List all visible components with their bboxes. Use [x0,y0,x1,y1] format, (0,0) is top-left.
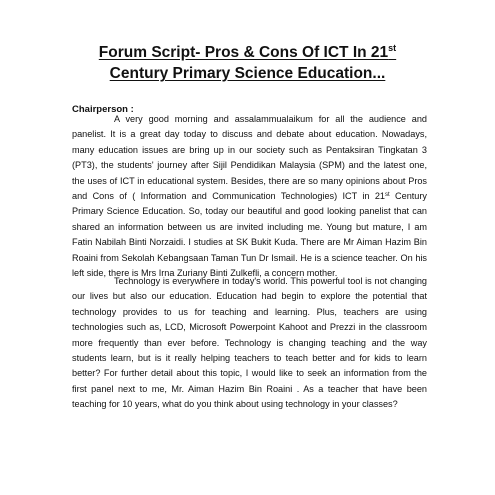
title-line2-text: Century Primary Science Education... [109,65,386,82]
speaker-label: Chairperson : [72,104,134,115]
document-title [30,42,465,84]
paragraph-intro [72,112,427,281]
title-line1-text: Forum Script- Pros & Cons Of ICT In 21 [98,44,389,61]
paragraph-intro-superscript: st [385,192,390,199]
paragraph-technology: Technology is everywhere in today's world. This powerful tool is not changing our lives but also our education. Education had begin to explore the potential that technology provides to us for teaching and learning. Plus, teachers are using technologies such as, LCD, Microsoft Powerpoint Kahoot and Prezzi in the classroom more frequently than ever before. Technology is changing teaching and the way students learn, but is it really helping teachers to teach better and for kids to learn better? For further detail about this topic, I would like to seek an information from the first panel next to me, Mr. Aiman Hazim Bin Roaini . As a teacher that have been teaching for 10 years, what do you think about using technology in your classes? [72,276,427,410]
title-superscript: st [388,43,397,53]
paragraph-intro-text-a: A very good morning and assalammualaikum for all the audience and panelist. It is a great day today to discuss and debate about education. Nowadays, many education issues are bring up in our society such as Pentaksiran Tingkatan 3 (PT3), the students' journey after Sijil Pendidikan Malaysia (SPM) and the latest one, the uses of ICT in educational system. Besides, there are so many opinions about Pros and Cons of ( Information and Communication Technologies) ICT in 21 [72,114,427,202]
paragraph-intro-text-b: Century Primary Science Education. So, today our beautiful and good looking panelist that can shared an information between us are invited including me. Young but mature, I am Fatin Nabilah Binti Norzaidi. I studies at SK Bukit Kuda. There are Mr Aiman Hazim Bin Roaini from Sekolah Kebangsaan Taman Tun Dr Ismail. He is a science teacher. On his left side, there is Mrs Irna Zuriany Binti Zulkefli, a concern mother. [72,191,427,279]
